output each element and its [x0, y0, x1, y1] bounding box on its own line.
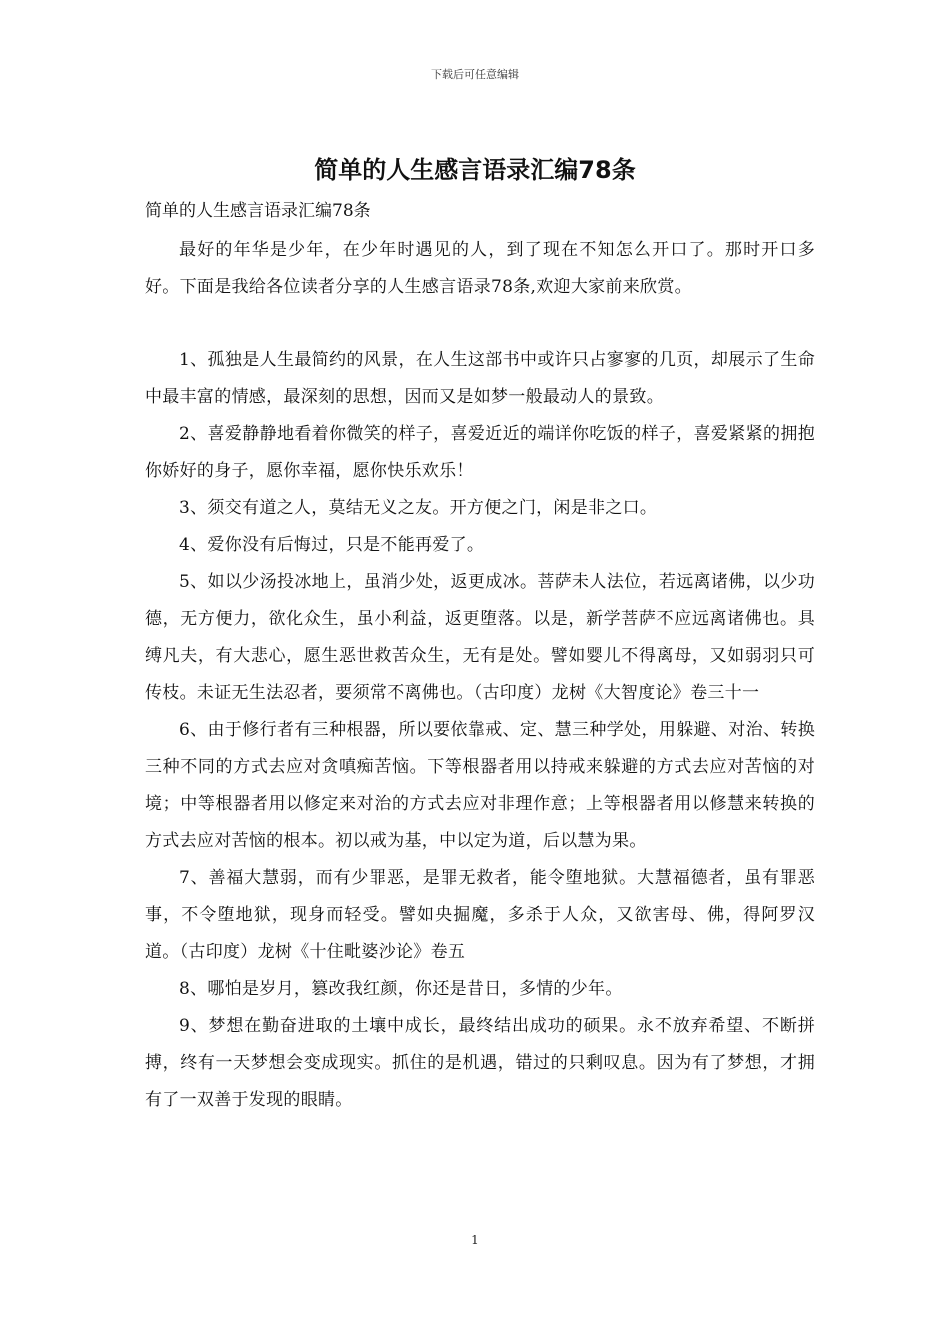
document-subtitle: 简单的人生感言语录汇编78条	[145, 201, 371, 221]
quote-item-6: 6、由于修行者有三种根器，所以要依靠戒、定、慧三种学处，用躲避、对治、转换三种不同的方式去应对贪嗔痴苦恼。下等根器者用以持戒来躲避的方式去应对苦恼的对境；中等根器者用以修定来对治的方式去应对非理作意；上等根器者用以修慧来转换的方式去应对苦恼的根本。初以戒为基，中以定为道，后以慧为果。	[145, 720, 815, 851]
quote-item-8: 8、哪怕是岁月，篡改我红颜，你还是昔日，多情的少年。	[179, 979, 623, 999]
quote-item-1: 1、孤独是人生最简约的风景，在人生这部书中或许只占寥寥的几页，却展示了生命中最丰富的情感，最深刻的思想，因而又是如梦一般最动人的景致。	[145, 350, 815, 407]
quote-item-2: 2、喜爱静静地看着你微笑的样子，喜爱近近的端详你吃饭的样子，喜爱紧紧的拥抱你娇好的身子，愿你幸福，愿你快乐欢乐！	[145, 424, 815, 481]
intro-paragraph: 最好的年华是少年，在少年时遇见的人，到了现在不知怎么开口了。那时开口多好。下面是我给各位读者分享的人生感言语录78条,欢迎大家前来欣赏。	[145, 240, 815, 297]
page-number: 1	[471, 1233, 479, 1247]
page-header-note: 下载后可任意编辑	[431, 68, 519, 81]
quote-item-7: 7、善福大慧弱，而有少罪恶，是罪无救者，能令堕地狱。大慧福德者，虽有罪恶事，不令堕地狱，现身而轻受。譬如央掘魔，多杀于人众，又欲害母、佛，得阿罗汉道。（古印度）龙树《十住毗婆沙论》卷五	[145, 868, 815, 962]
quote-item-5: 5、如以少汤投冰地上，虽消少处，返更成冰。菩萨未人法位，若远离诸佛，以少功德，无方便力，欲化众生，虽小利益，返更堕落。以是，新学菩萨不应远离诸佛也。具缚凡夫，有大悲心，愿生恶世救苦众生，无有是处。譬如婴儿不得离母，又如弱羽只可传枝。未证无生法忍者，要须常不离佛也。（古印度）龙树《大智度论》卷三十一	[145, 572, 815, 703]
quote-item-3: 3、须交有道之人，莫结无义之友。开方便之门，闲是非之口。	[179, 498, 658, 518]
quote-list	[145, 342, 815, 1119]
quote-item-9: 9、梦想在勤奋进取的土壤中成长，最终结出成功的硕果。永不放弃希望、不断拼搏，终有一天梦想会变成现实。抓住的是机遇，错过的只剩叹息。因为有了梦想，才拥有了一双善于发现的眼睛。	[145, 1016, 815, 1110]
intro-section	[145, 232, 815, 306]
quote-item-4: 4、爱你没有后悔过，只是不能再爱了。	[179, 535, 485, 555]
document-title: 简单的人生感言语录汇编78条	[314, 156, 636, 184]
